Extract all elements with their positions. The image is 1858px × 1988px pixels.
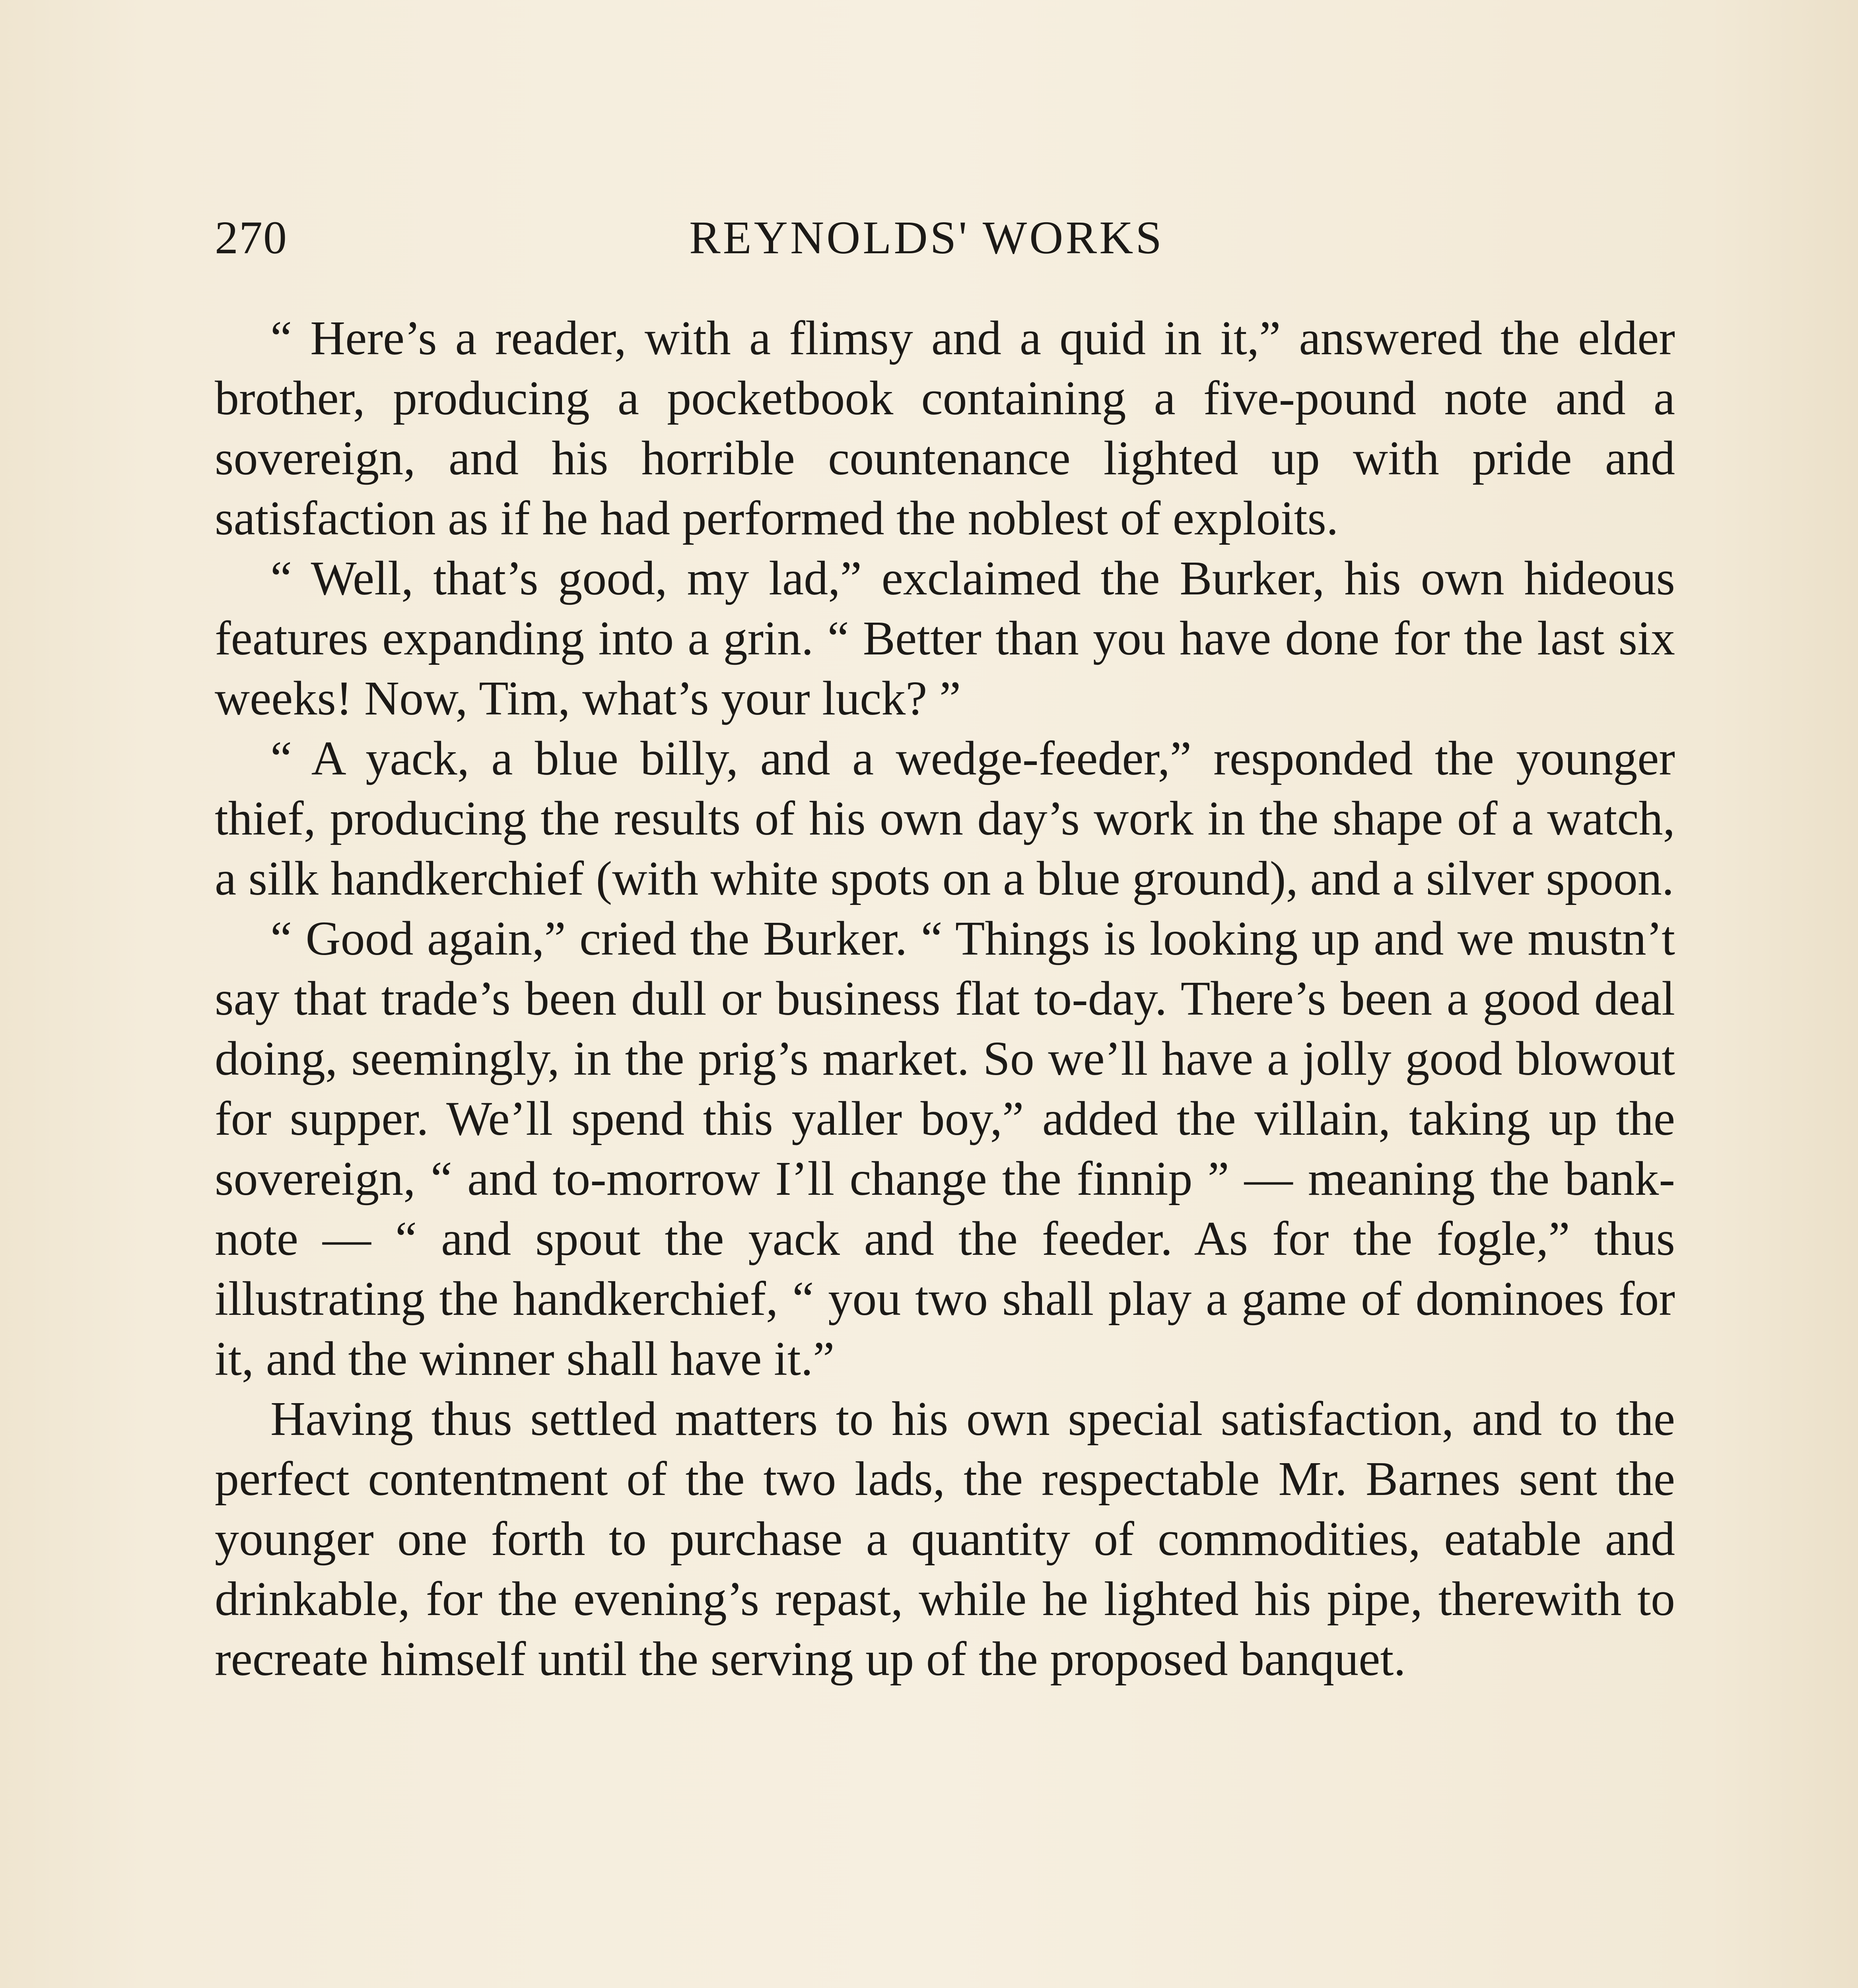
paragraph: “ A yack, a blue billy, and a wedge-feeder,” responded the younger thief, producing the results of his own day’s work in the shape of a watch, a silk handkerchief (with white spots on a blue ground), and a silver spoon. <box>215 732 1675 905</box>
page-number: 270 <box>215 212 288 264</box>
paragraph: Having thus settled matters to his own special satisfaction, and to the perfect contentment of the two lads, the respectable Mr. Barnes sent the younger one forth to purchase a quantity of commodities, eatable and drinkable, for the evening’s repast, while he lighted his pipe, therewith to recreate himself until the serving up of the proposed banquet. <box>215 1392 1675 1686</box>
page-header <box>215 211 1638 274</box>
paragraph: “ Here’s a reader, with a flimsy and a quid in it,” answered the elder brother, producing a pocketbook containing a five-pound note and a sovereign, and his horrible countenance lighted up with pride and satisfaction as if he had performed the noblest of exploits. <box>215 311 1675 545</box>
running-head: REYNOLDS' WORKS <box>689 212 1164 264</box>
paragraph: “ Good again,” cried the Burker. “ Things is looking up and we mustn’t say that trade’s been dull or business flat to-day. There’s been a good deal doing, seemingly, in the prig’s market. So we’ll have a jolly good blowout for supper. We’ll spend this yaller boy,” added the villain, taking up the sovereign, “ and to-morrow I’ll change the finnip ” — meaning the bank-note — “ and spout the yack and the feeder. As for the fogle,” thus illustrating the handkerchief, “ you two shall play a game of dominoes for it, and the winner shall have it.” <box>215 912 1675 1386</box>
paragraph: “ Well, that’s good, my lad,” exclaimed the Burker, his own hideous features expanding into a grin. “ Better than you have done for the last six weeks! Now, Tim, what’s your luck? ” <box>215 551 1675 725</box>
body-text <box>215 308 1675 1689</box>
